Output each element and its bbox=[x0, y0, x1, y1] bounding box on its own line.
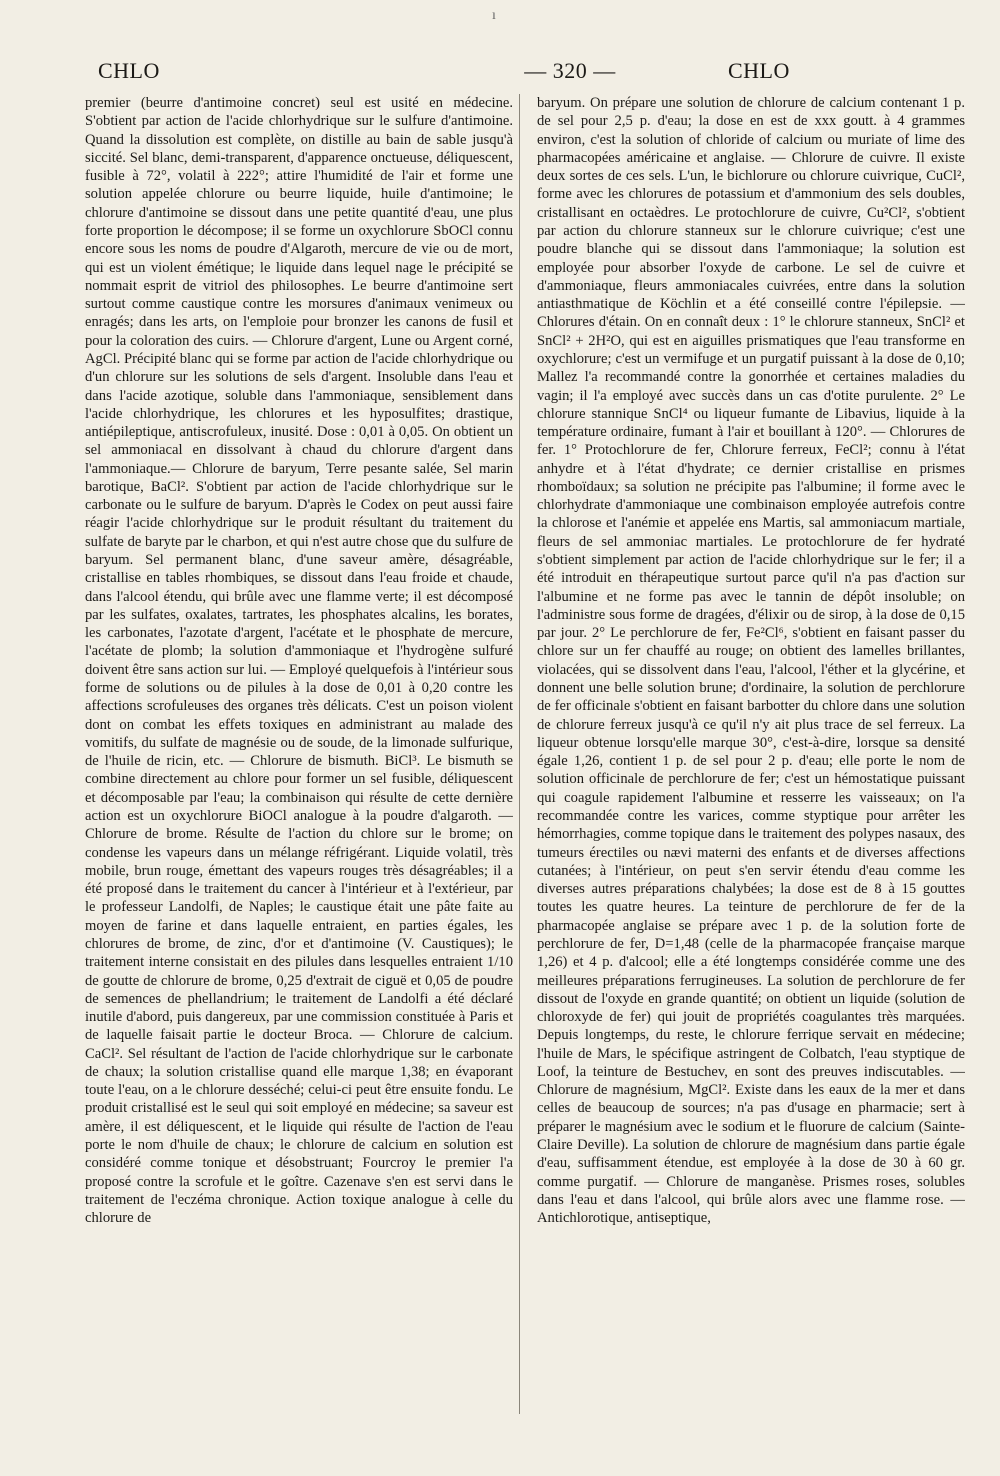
left-column bbox=[85, 94, 513, 1434]
running-header bbox=[80, 58, 960, 88]
left-column-text: premier (beurre d'antimoine concret) seul est usité en médecine. S'obtient par action de l'acide chlorhydrique sur le sulfure d'antimoine. Quand la dissolution est complète, on distille au bain de sable jusqu'à siccité. Sel blanc, demi-transparent, d'apparence onctueuse, déliquescent, fusible à 72°, volatil à 222°; attire l'humidité de l'air et forme une solution appelée chlorure ou beurre liquide, huile d'antimoine; le chlorure d'antimoine se dissout dans une petite quantité d'eau, une plus forte proportion le décompose; il se forme un oxychlorure SbOCl connu encore sous les noms de poudre d'Algaroth, mercure de vie ou de mort, qui est un violent émétique; le liquide dans lequel nage le précipité se nommait esprit de vitriol des philosophes. Le beurre d'antimoine sert surtout comme caustique contre les morsures d'animaux venimeux ou enragés; dans les arts, on l'emploie pour bronzer les canons de fusil et pour la coloration des cuirs. — Chlorure d'argent, Lune ou Argent corné, AgCl. Précipité blanc qui se forme par action de l'acide chlorhydrique ou d'un chlorure sur les solutions de sels d'argent. Insoluble dans l'eau et dans l'acide azotique, soluble dans l'ammoniaque, sensiblement dans l'acide chlorhydrique, les chlorures et les hyposulfites; drastique, antiépileptique, antiscrofuleux, inusité. Dose : 0,01 à 0,05. On obtient un sel ammoniacal en dissolvant à chaud du chlorure d'argent dans l'ammoniaque.— Chlorure de baryum, Terre pesante salée, Sel marin barotique, BaCl². S'obtient par action de l'acide chlorhydrique sur le carbonate ou le sulfure de baryum. D'après le Codex on peut aussi faire réagir l'acide chlorhydrique sur le produit résultant du traitement du sulfate de baryte par le charbon, et qui n'est autre chose que du sulfure de baryum. Sel permanent blanc, d'une saveur amère, désagréable, cristallise en tables rhombiques, se dissout dans l'eau froide et chaude, dans l'alcool étendu, qui brûle avec une flamme verte; il est décomposé par les sulfates, oxalates, tartrates, les phosphates alcalins, les borates, les carbonates, l'azotate d'argent, l'acétate et le phosphate de mercure, l'acétate de plomb; la solution d'ammoniaque et l'hydrogène sulfuré doivent être sans action sur lui. — Employé quelquefois à l'intérieur sous forme de solutions ou de pilules à la dose de 0,01 à 0,20 contre les affections scrofuleuses des organes très délicats. C'est un poison violent dont on combat les effets toxiques en administrant au malade des vomitifs, du sulfate de magnésie ou de soude, de la limonade sulfurique, de l'huile de ricin, etc. — Chlorure de bismuth. BiCl³. Le bismuth se combine directement au chlore pour former un sel fusible, déliquescent et décomposable par l'eau; la combinaison qui résulte de cette dernière action est un oxychlorure BiOCl analogue à la poudre d'algaroth. — Chlorure de brome. Résulte de l'action du chlore sur le brome; on condense les vapeurs dans un mélange réfrigérant. Liquide volatil, très mobile, brun rouge, émettant des vapeurs rouges très désagréables; il a été proposé dans le traitement du cancer à l'intérieur et à l'extérieur, par le professeur Landolfi, de Naples; le caustique était une pâte faite au moyen de farine et dans laquelle entraient, en parties égales, les chlorures de brome, de zinc, d'or et d'antimoine (V. Caustiques); le traitement interne consistait en des pilules dans lesquelles entraient 1/10 de goutte de chlorure de brome, 0,25 d'extrait de ciguë et 0,05 de poudre de semences de phellandrium; le traitement de Landolfi a été déclaré inutile d'abord, puis dangereux, par une commission constituée à Paris et de laquelle faisait partie le docteur Broca. — Chlorure de calcium. CaCl². Sel résultant de l'action de l'acide chlorhydrique sur le carbonate de chaux; la solution cristallise quand elle marque 1,38; en évaporant toute l'eau, on a le chlorure desséché; celui-ci peut être ensuite fondu. Le produit cristallisé est le seul qui soit employé en médecine; sa saveur est amère, il est déliquescent, et le liquide qui résulte de l'action de l'eau porte le nom d'huile de chaux; le chlorure de calcium en solution est considéré comme tonique et désobstruant; Fourcroy le premier l'a proposé contre la scrofule et le goître. Cazenave s'en est servi dans le traitement de l'eczéma chronique. Action toxique analogue à celle du chlorure de bbox=[85, 95, 513, 1227]
header-right-word: CHLO bbox=[728, 58, 790, 83]
header-left-word: CHLO bbox=[98, 58, 160, 83]
right-column-text: baryum. On prépare une solution de chlorure de calcium contenant 1 p. de sel pour 2,5 p. d'eau; la dose en est de xxx goutt. à 4 grammes environ, c'est la solution of chloride of calcium ou muriate of lime des pharmacopées américaine et anglaise. — Chlorure de cuivre. Il existe deux sortes de ces sels. L'un, le bichlorure ou chlorure cuivrique, CuCl², forme avec les chlorures de potassium et d'ammonium des sels doubles, cristallisant en octaèdres. Le protochlorure de cuivre, Cu²Cl², s'obtient par action du chlorure stanneux sur le chlorure cuivrique; c'est une poudre blanche qui se dissout dans l'ammoniaque; la solution est employée pour absorber l'oxyde de carbone. Le sel de cuivre et d'ammoniaque, fleurs ammoniacales cuivrées, entre dans la solution antiasthmatique de Köchlin et a été conseillé contre l'épilepsie. — Chlorures d'étain. On en connaît deux : 1° le chlorure stanneux, SnCl² et SnCl² + 2H²O, qui est en aiguilles prismatiques que l'eau transforme en oxychlorure; c'est un vermifuge et un purgatif puissant à la dose de 0,10; Mallez l'a recommandé contre la gonorrhée et certaines maladies du vagin; il l'a employé avec succès dans un cas d'otite purulente. 2° Le chlorure stannique SnCl⁴ ou liqueur fumante de Libavius, liquide à la température ordinaire, fumant à l'air et bouillant à 120°. — Chlorures de fer. 1° Protochlorure de fer, Chlorure ferreux, FeCl²; connu à l'état anhydre et à l'état d'hydrate; ce dernier cristallise en prismes rhomboïdaux; sa solution ne précipite pas l'albumine; il forme avec le chlorhydrate d'ammoniaque une combinaison employée autrefois contre la chlorose et l'anémie et appelée ens Martis, sal ammoniacum martiale, fleurs de sel ammoniac martiales. Le protochlorure de fer hydraté s'obtient simplement par action de l'acide chlorhydrique sur le fer; il a été introduit en thérapeutique surtout parce qu'il n'a pas d'action sur l'albumine et ne forme pas avec le tannin de dépôt insoluble; on l'administre sous forme de dragées, d'élixir ou de sirop, à la dose de 0,15 par jour. 2° Le perchlorure de fer, Fe²Cl⁶, s'obtient en faisant passer du chlore sur un fer chauffé au rouge; on obtient des lamelles brillantes, violacées, qui se dissolvent dans l'eau, l'alcool, l'éther et la glycérine, et donnent une belle solution brune; d'ordinaire, la solution de perchlorure de fer officinale s'obtient en faisant barbotter du chlore dans une solution de chlorure ferreux jusqu'à ce qu'il n'y ait plus trace de sel ferreux. La liqueur obtenue lorsqu'elle marque 30°, c'est-à-dire, lorsque sa densité égale 1,26, contient 1 p. de sel pour 2 p. d'eau; elle porte le nom de solution officinale de perchlorure de fer; c'est un hémostatique puissant qui coagule rapidement l'albumine et resserre les vaisseaux; on l'a recommandée contre les varices, comme styptique pour arrêter les hémorrhagies, comme topique dans le traitement des polypes nasaux, des tumeurs érectiles ou nævi materni des enfants et de diverses affections cutanées; à l'intérieur, on peut s'en servir étendu d'eau comme les diverses autres préparations chalybées; la dose est de 8 à 15 gouttes toutes les quatre heures. La teinture de perchlorure de fer de la pharmacopée anglaise se prépare avec 1 p. de la solution forte de perchlorure de fer, D=1,48 (celle de la pharmacopée française marque 1,26) et 4 p. d'alcool; elle a été longtemps considérée comme une des meilleures préparations ferrugineuses. La solution de perchlorure de fer dissout de l'oxyde en grande quantité; on obtient un liquide (solution de chloroxyde de fer) qui jouit de propriétés coagulantes très marquées. Depuis longtemps, du reste, le chlorure ferrique servait en médecine; l'huile de Mars, le spécifique astringent de Colbatch, l'eau styptique de Loof, la teinture de Bestuchev, en sont des preuves indiscutables. — Chlorure de magnésium, MgCl². Existe dans les eaux de la mer et dans celles de beaucoup de sources; n'a pas d'usage en pharmacie; sert à préparer le magnésium avec le sodium et le fluorure de calcium (Sainte-Claire Deville). La solution de chlorure de magnésium dans partie égale d'eau, suffisamment étendue, est employée à la dose de 30 à 60 gr. comme purgatif. — Chlorure de manganèse. Prismes roses, solubles dans l'eau et dans l'alcool, qui brûle alors avec une flamme rose. — Antichlorotique, antiseptique, bbox=[537, 95, 965, 1227]
top-mark: ı bbox=[492, 8, 496, 23]
right-column bbox=[537, 94, 965, 1434]
page-number: — 320 — bbox=[524, 58, 616, 83]
column-divider bbox=[519, 94, 520, 1414]
